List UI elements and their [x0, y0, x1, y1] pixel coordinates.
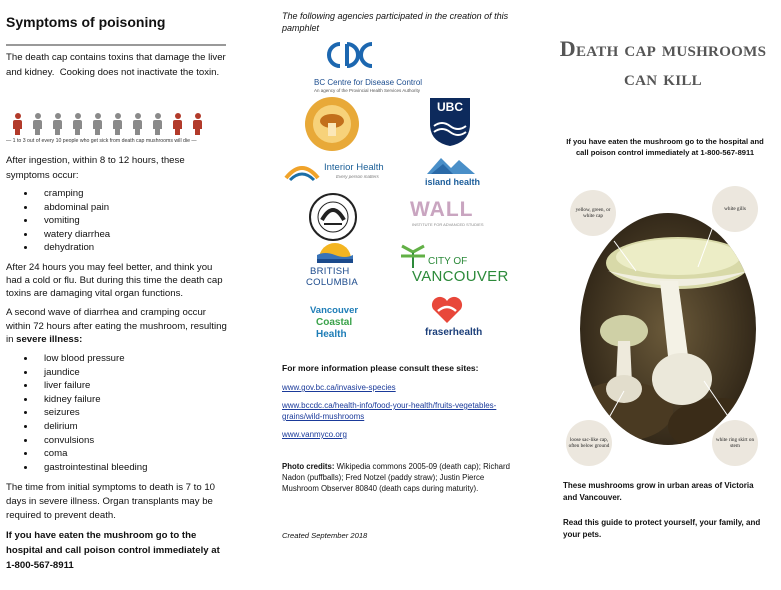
urgent-notice: If you have eaten the mushroom go to the hospital and call poison control immediately at 1-800-567-8911	[566, 137, 764, 157]
vancouver-text: VANCOUVER	[412, 268, 509, 285]
vch-name-1: Vancouver	[310, 305, 359, 316]
wall-sub: INSTITUTE FOR ADVANCED STUDIES	[412, 222, 484, 227]
person-died-icon	[12, 113, 22, 135]
photo-credits	[282, 461, 512, 495]
intro-paragraph	[6, 50, 230, 80]
urban-text: These mushrooms grow in urban areas of Victoria and Vancouver.	[563, 481, 754, 502]
after-24-text: After 24 hours you may feel better, and think you had a cold or flu. But during this time the death cap toxins are damaging vital organ functions.	[6, 262, 223, 299]
agency-note: The following agencies participated in the creation of this pamphlet	[282, 11, 509, 33]
person-sick-icon	[152, 113, 162, 135]
bccdc-sub: An agency of the Provincial Health Services Authority	[314, 88, 421, 93]
severe-symptom-item: • kidney failure	[36, 393, 147, 407]
severe-symptom-item: • gastrointestinal bleeding	[36, 461, 147, 475]
second-wave-text	[6, 306, 230, 347]
second-wave-a: A second wave of diarrhea and cramping occur within 72 hours after eating the mushroom, resulting in	[6, 307, 227, 345]
early-symptom-item: • cramping	[36, 187, 110, 201]
early-symptoms-list	[20, 187, 110, 255]
person-sick-icon	[92, 113, 102, 135]
interior-health-sub: Every person matters	[336, 174, 379, 179]
death-cap-photo	[578, 211, 758, 451]
second-wave-b: severe illness:	[16, 334, 83, 345]
bccdc-name: BC Centre for Disease Control	[314, 78, 423, 87]
credits-text: Wikipedia commons 2005-09 (death cap); Richard Nadon (puffballs); Fred Notzel (paddy straw); Justin Pierce Mushroom Observer 80840 (death caps during maturity).	[282, 462, 510, 494]
early-symptom-item: • watery diarrhea	[36, 228, 110, 242]
interior-health-name: Interior Health	[324, 162, 384, 173]
link-vanmyco[interactable]: www.vanmyco.org	[282, 430, 347, 439]
bc-sun-logo	[315, 237, 355, 265]
bccdc-logo-mark	[320, 40, 380, 70]
death-time-text: The time from initial symptoms to death is 7 to 10 days in severe illness. Organ transplants may be required to prevent death.	[6, 482, 216, 521]
label-volva: loose sac-like cap, often below ground	[566, 420, 612, 466]
symptoms-heading: Symptoms of poisoning	[6, 14, 166, 30]
mycological-society-logo	[303, 95, 361, 153]
link-gov-bc[interactable]: www.gov.bc.ca/invasive-species	[282, 383, 396, 392]
vch-name-3: Health	[316, 329, 347, 340]
label-gills: white gills	[712, 186, 758, 232]
person-died-icon	[172, 113, 182, 135]
person-sick-icon	[112, 113, 122, 135]
island-health-mark	[425, 152, 477, 176]
call-poison-control: If you have eaten the mushroom go to the hospital and call poison control immediately at 1-800-567-8911	[6, 530, 220, 571]
intro-text-a: The death cap contains toxins that damage the liver and kidney.	[6, 52, 226, 78]
interior-health-mark	[282, 158, 322, 184]
circular-seal-logo	[308, 192, 358, 242]
person-sick-icon	[52, 113, 62, 135]
early-intro: After ingestion, within 8 to 12 hours, these symptoms occur:	[6, 155, 185, 181]
severe-symptom-item: • delirium	[36, 420, 147, 434]
person-sick-icon	[32, 113, 42, 135]
wall-logo-text: WALL	[410, 198, 474, 221]
severe-symptom-item: • low blood pressure	[36, 352, 147, 366]
city-of-text: CITY OF	[428, 256, 468, 267]
severe-symptom-item: • liver failure	[36, 379, 147, 393]
label-ring: white ring skirt on stem	[712, 420, 758, 466]
guide-text: Read this guide to protect yourself, your family, and your pets.	[563, 518, 761, 539]
panel-title: Death cap mushrooms can kill	[559, 36, 767, 90]
fraser-health-heart-icon	[430, 295, 464, 325]
city-vancouver-mark	[398, 242, 428, 270]
severe-symptoms-list	[20, 352, 147, 474]
more-info-heading: For more information please consult these sites:	[282, 363, 479, 373]
severe-symptom-item: • convulsions	[36, 434, 147, 448]
severe-symptom-item: • seizures	[36, 406, 147, 420]
people-pictogram	[12, 113, 212, 137]
created-date: Created September 2018	[282, 531, 368, 540]
vch-name-2: Coastal	[316, 317, 353, 328]
credits-label: Photo credits:	[282, 462, 335, 471]
bc-name-1: BRITISH	[310, 266, 350, 277]
bc-name-2: COLUMBIA	[306, 277, 359, 288]
ubc-text: UBC	[437, 100, 463, 114]
severe-symptom-item: • jaundice	[36, 366, 147, 380]
person-died-icon	[192, 113, 202, 135]
people-note: — 1 to 3 out of every 10 people who get sick from death cap mushrooms will die —	[6, 138, 197, 144]
label-cap: yellow, green, or white cap	[570, 190, 616, 236]
person-sick-icon	[72, 113, 82, 135]
island-health-name: island health	[425, 177, 481, 187]
link-bccdc[interactable]: www.bccdc.ca/health-info/food-your-health/fruits-vegetables-grains/wild-mushrooms	[282, 401, 497, 421]
early-symptom-item: • vomiting	[36, 214, 110, 228]
intro-text-b: Cooking does not inactivate the toxin.	[59, 67, 220, 78]
early-symptom-item: • abdominal pain	[36, 201, 110, 215]
heading-rule	[6, 44, 226, 46]
person-sick-icon	[132, 113, 142, 135]
early-symptom-item: • dehydration	[36, 241, 110, 255]
fraser-health-name: fraserhealth	[425, 327, 483, 338]
severe-symptom-item: • coma	[36, 447, 147, 461]
